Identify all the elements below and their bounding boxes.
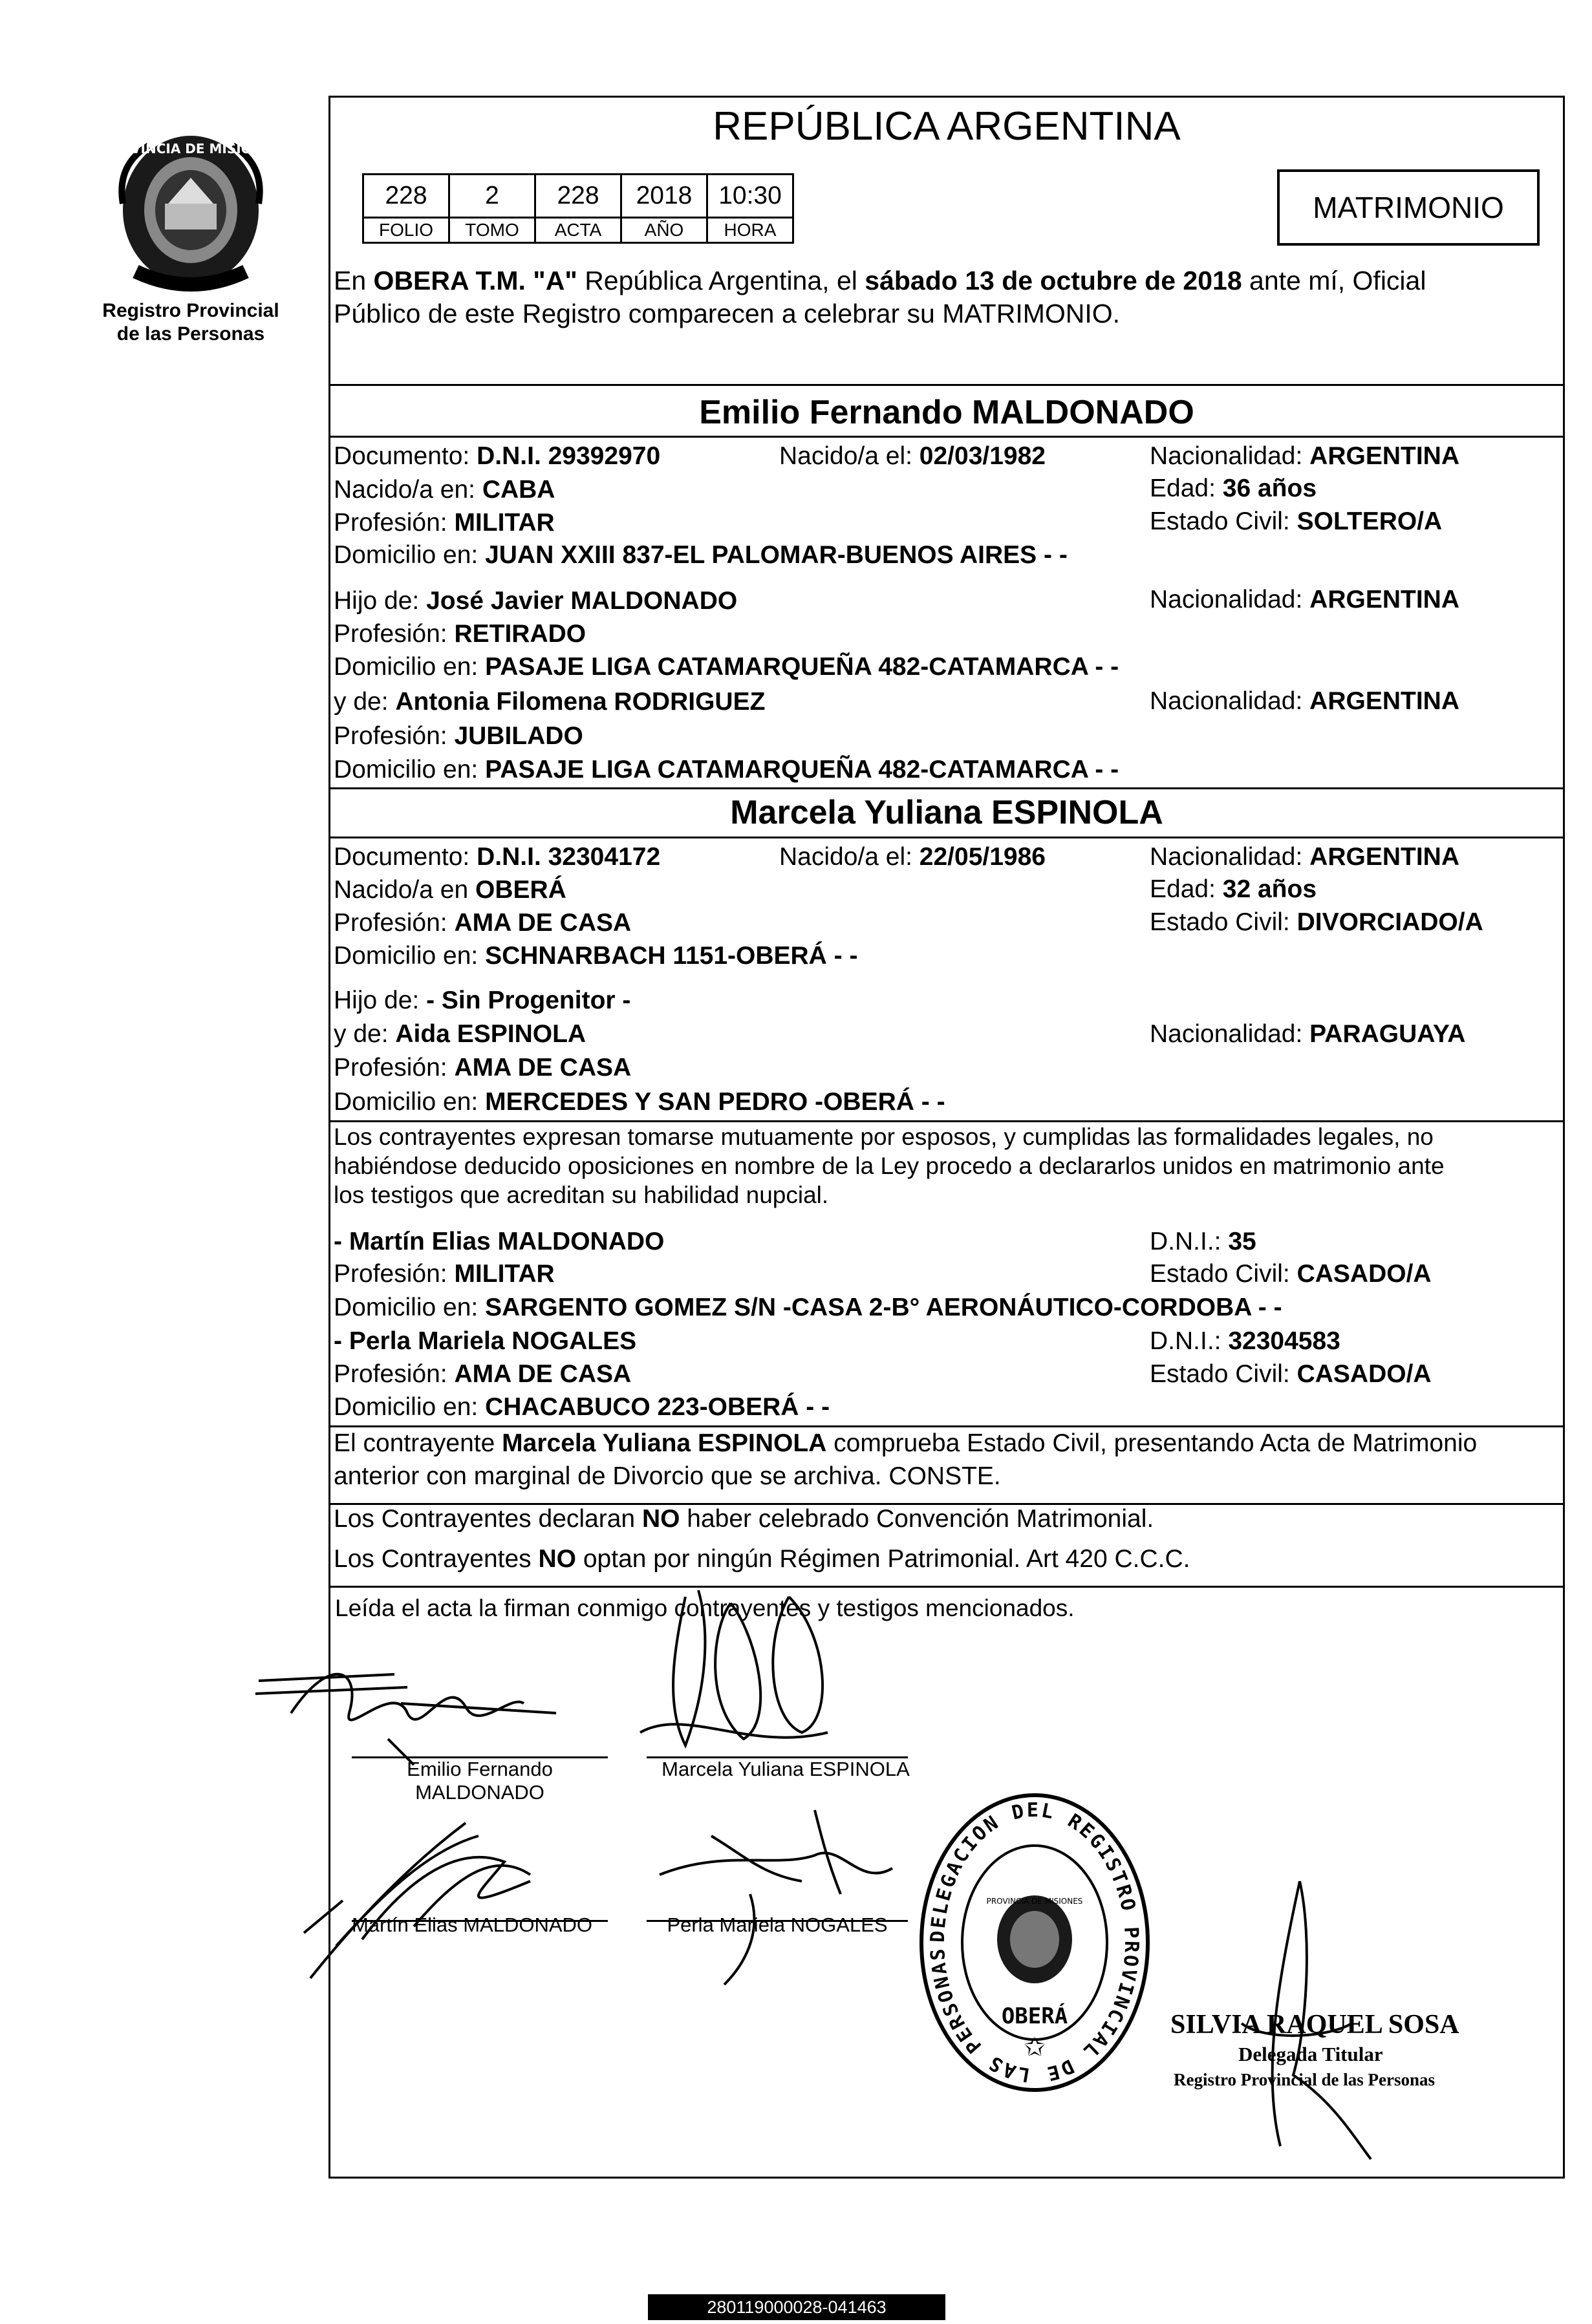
value: CHACABUCO 223-OBERÁ - - bbox=[485, 1393, 830, 1421]
value: AMA DE CASA bbox=[454, 1054, 632, 1082]
value: José Javier MALDONADO bbox=[426, 587, 738, 615]
spouse1-name: Emilio Fernando MALDONADO bbox=[699, 394, 1194, 431]
label: Domicilio en: bbox=[334, 942, 486, 970]
value: MERCEDES Y SAN PEDRO -OBERÁ - - bbox=[485, 1088, 945, 1116]
seal-text: PROVINCIA DE MISIONES bbox=[100, 141, 281, 156]
province-emblem bbox=[100, 126, 281, 294]
value: DIVORCIADO/A bbox=[1296, 908, 1483, 936]
value: 22/05/1986 bbox=[919, 843, 1046, 871]
spouse2-address bbox=[334, 941, 858, 971]
value: SARGENTO GOMEZ S/N -CASA 2-B° AERONÁUTICO-CORDOBA - - bbox=[485, 1294, 1282, 1321]
label: Profesión: bbox=[334, 509, 455, 537]
doc-type-label: MATRIMONIO bbox=[1313, 191, 1504, 224]
value: RETIRADO bbox=[454, 620, 586, 648]
stamp-icon bbox=[912, 1791, 1157, 2095]
value: AMA DE CASA bbox=[454, 1360, 632, 1388]
intro-text: República Argentina, el bbox=[577, 266, 865, 295]
convention-text: optan por ningún Régimen Patrimonial. Art 420 C.C.C. bbox=[576, 1545, 1190, 1573]
label: Estado Civil: bbox=[1150, 1360, 1297, 1388]
label: Hijo de: bbox=[334, 986, 427, 1014]
spouse1-mother bbox=[334, 687, 765, 717]
witness2-address bbox=[334, 1392, 830, 1422]
spouse2-documento bbox=[334, 842, 660, 872]
witness1-address bbox=[334, 1293, 1282, 1323]
spouse1-civil-status bbox=[1150, 507, 1442, 537]
country-title: REPÚBLICA ARGENTINA bbox=[713, 104, 1181, 149]
label: Edad: bbox=[1150, 474, 1223, 502]
convention-line-1 bbox=[334, 1504, 1154, 1534]
note-name: Marcela Yuliana ESPINOLA bbox=[502, 1429, 827, 1457]
label: Domicilio en: bbox=[334, 1294, 486, 1321]
value: AMA DE CASA bbox=[454, 909, 632, 937]
sig1-caption-1: Emilio Fernando bbox=[407, 1758, 553, 1780]
stamp-ring-text: DELEGACION DEL REGISTRO PROVINCIAL DE LAS PERSONAS bbox=[926, 1798, 1143, 2087]
spouse1-father-profession bbox=[334, 619, 586, 649]
label: Profesión: bbox=[334, 722, 455, 750]
sig2-caption: Marcela Yuliana ESPINOLA bbox=[662, 1758, 910, 1780]
spouse1-age bbox=[1150, 474, 1317, 504]
value: 36 años bbox=[1222, 474, 1317, 502]
value: - Sin Progenitor - bbox=[426, 986, 631, 1014]
province-seal-icon bbox=[100, 126, 281, 294]
value: 35 bbox=[1228, 1228, 1256, 1255]
signature-martin bbox=[285, 1784, 595, 1991]
spouse2-age bbox=[1150, 875, 1317, 904]
spouse1-mother-nationality bbox=[1150, 687, 1459, 716]
label: Domicilio en: bbox=[334, 1088, 486, 1116]
footer-barcode-label bbox=[648, 2294, 945, 2320]
spouse2-father bbox=[334, 986, 630, 1016]
tomo-label: TOMO bbox=[449, 218, 535, 243]
label: Domicilio en: bbox=[334, 653, 486, 681]
divider bbox=[328, 787, 1565, 789]
witness2-dni bbox=[1150, 1327, 1340, 1356]
official-name: SILVIA RAQUEL SOSA bbox=[1170, 2010, 1459, 2040]
spouse1-profession bbox=[334, 508, 555, 538]
sig1-caption-2: MALDONADO bbox=[415, 1781, 544, 1804]
label: Nacido/a el: bbox=[779, 442, 920, 470]
spouse2-civil-status bbox=[1150, 908, 1483, 937]
spouse1-mother-profession bbox=[334, 721, 583, 751]
spouse2-birthdate bbox=[779, 842, 1046, 872]
acta-label: ACTA bbox=[535, 218, 621, 243]
signatures-intro: Leída el acta la firman conmigo contrayentes y testigos mencionados. bbox=[335, 1595, 1075, 1621]
spouse2-birthplace bbox=[334, 875, 566, 905]
spouse1-father-nationality bbox=[1150, 585, 1459, 615]
value: CASADO/A bbox=[1296, 1360, 1432, 1388]
value: Aida ESPINOLA bbox=[395, 1020, 586, 1048]
value: MILITAR bbox=[454, 509, 555, 537]
signature-perla bbox=[647, 1784, 918, 1991]
divider bbox=[328, 1120, 1565, 1122]
emblem-caption-2: de las Personas bbox=[116, 323, 265, 345]
witness1-profession bbox=[334, 1259, 555, 1289]
label: Profesión: bbox=[334, 1260, 455, 1288]
spouse1-documento bbox=[334, 442, 660, 471]
intro-line-1 bbox=[334, 266, 1426, 295]
value: ARGENTINA bbox=[1309, 442, 1460, 470]
label: Nacionalidad: bbox=[1150, 843, 1310, 871]
spouse2-mother-profession bbox=[334, 1053, 631, 1083]
declaration-line-3: los testigos que acreditan su habilidad nupcial. bbox=[334, 1182, 829, 1208]
label: Domicilio en: bbox=[334, 1393, 486, 1421]
value: Antonia Filomena RODRIGUEZ bbox=[395, 688, 766, 716]
hour-label: HORA bbox=[707, 218, 793, 243]
intro-text: ante mí, Oficial bbox=[1242, 266, 1426, 295]
tomo-value: 2 bbox=[449, 175, 535, 218]
intro-text: En bbox=[334, 266, 374, 295]
convention-no: NO bbox=[538, 1545, 577, 1573]
divider bbox=[328, 1586, 1565, 1588]
witness2-name: - Perla Mariela NOGALES bbox=[334, 1327, 637, 1355]
sig3-caption: Martín Elias MALDONADO bbox=[351, 1914, 593, 1936]
divider bbox=[328, 837, 1565, 838]
value: OBERÁ bbox=[475, 876, 566, 904]
label: Nacido/a el: bbox=[779, 843, 920, 871]
label: Nacionalidad: bbox=[1150, 586, 1310, 613]
label: Estado Civil: bbox=[1150, 1260, 1297, 1288]
spouse2-mother-nationality bbox=[1150, 1019, 1465, 1049]
spouse1-father bbox=[334, 586, 737, 616]
spouse1-nationality bbox=[1150, 442, 1459, 471]
label: y de: bbox=[334, 688, 396, 716]
spouse1-birthplace bbox=[334, 475, 555, 505]
value: ARGENTINA bbox=[1309, 586, 1460, 613]
label: Documento: bbox=[334, 442, 477, 470]
value: PASAJE LIGA CATAMARQUEÑA 482-CATAMARCA - - bbox=[485, 756, 1119, 784]
value: 02/03/1982 bbox=[919, 442, 1046, 470]
label: Nacionalidad: bbox=[1150, 1020, 1310, 1048]
value: CABA bbox=[482, 476, 555, 504]
folio-value: 228 bbox=[363, 175, 449, 218]
spouse2-mother bbox=[334, 1019, 586, 1049]
value: PARAGUAYA bbox=[1309, 1020, 1466, 1048]
convention-text: haber celebrado Convención Matrimonial. bbox=[680, 1505, 1154, 1533]
value: JUBILADO bbox=[454, 722, 583, 750]
witness1-dni bbox=[1150, 1227, 1256, 1257]
acta-value: 228 bbox=[535, 175, 621, 218]
convention-text: Los Contrayentes bbox=[334, 1545, 539, 1573]
label: Nacido/a en bbox=[334, 876, 475, 904]
witness1-name: - Martín Elias MALDONADO bbox=[334, 1228, 665, 1255]
value: ARGENTINA bbox=[1309, 843, 1460, 871]
note-text: El contrayente bbox=[334, 1429, 502, 1457]
official-org: Registro Provincial de las Personas bbox=[1174, 2070, 1435, 2089]
label: D.N.I.: bbox=[1150, 1327, 1229, 1355]
spouse1-address bbox=[334, 540, 1068, 570]
convention-line-2 bbox=[334, 1544, 1190, 1574]
note-line-1 bbox=[334, 1429, 1477, 1458]
value: D.N.I. 29392970 bbox=[477, 442, 661, 470]
convention-text: Los Contrayentes declaran bbox=[334, 1505, 642, 1533]
spouse1-birthdate bbox=[779, 442, 1046, 471]
label: D.N.I.: bbox=[1150, 1228, 1229, 1255]
stamp-city: OBERÁ bbox=[1001, 2003, 1068, 2029]
divider bbox=[328, 384, 1565, 386]
stamp-inner-seal-text: PROVINCIA DE MISIONES bbox=[986, 1897, 1083, 1906]
sig4-caption: Perla Mariela NOGALES bbox=[667, 1914, 888, 1936]
label: Documento: bbox=[334, 843, 477, 871]
spouse2-nationality bbox=[1150, 842, 1459, 872]
note-line-2: anterior con marginal de Divorcio que se archiva. CONSTE. bbox=[334, 1462, 1001, 1490]
witness2-profession bbox=[334, 1359, 631, 1389]
value: SCHNARBACH 1151-OBERÁ - - bbox=[485, 942, 858, 970]
spouse1-mother-address bbox=[334, 755, 1119, 785]
footer-code: 280119000028-041463 bbox=[707, 2297, 887, 2317]
spouse2-name: Marcela Yuliana ESPINOLA bbox=[730, 794, 1163, 831]
label: Nacionalidad: bbox=[1150, 687, 1310, 715]
hour-value: 10:30 bbox=[707, 175, 793, 218]
doc-type-box bbox=[1277, 169, 1540, 246]
intro-date: sábado 13 de octubre de 2018 bbox=[865, 266, 1242, 295]
witness1-civil-status bbox=[1150, 1259, 1432, 1289]
value: CASADO/A bbox=[1296, 1260, 1432, 1288]
label: y de: bbox=[334, 1020, 396, 1048]
value: 32 años bbox=[1222, 875, 1317, 903]
intro-place: OBERA T.M. "A" bbox=[373, 266, 577, 295]
label: Profesión: bbox=[334, 909, 455, 937]
signature-marcela bbox=[634, 1577, 905, 1771]
convention-no: NO bbox=[641, 1505, 680, 1533]
year-value: 2018 bbox=[621, 175, 707, 218]
label: Domicilio en: bbox=[334, 541, 486, 569]
spouse1-father-address bbox=[334, 652, 1119, 682]
official-stamp bbox=[912, 1791, 1157, 2095]
value: 32304583 bbox=[1228, 1327, 1340, 1355]
emblem-caption-1: Registro Provincial bbox=[102, 300, 279, 321]
declaration-line-2: habiéndose deducido oposiciones en nombre de la Ley procedo a declararlos unidos en matrimonio ante bbox=[334, 1153, 1445, 1179]
value: ARGENTINA bbox=[1309, 687, 1460, 715]
label: Domicilio en: bbox=[334, 756, 486, 784]
value: JUAN XXIII 837-EL PALOMAR-BUENOS AIRES - - bbox=[485, 541, 1068, 569]
witness2-civil-status bbox=[1150, 1359, 1432, 1389]
spouse2-profession bbox=[334, 908, 631, 938]
intro-line-2: Público de este Registro comparecen a celebrar su MATRIMONIO. bbox=[334, 299, 1121, 328]
official-title: Delegada Titular bbox=[1238, 2043, 1383, 2065]
label: Edad: bbox=[1150, 875, 1223, 903]
year-label: AÑO bbox=[621, 218, 707, 243]
label: Estado Civil: bbox=[1150, 507, 1297, 535]
value: D.N.I. 32304172 bbox=[477, 843, 661, 871]
label: Nacionalidad: bbox=[1150, 442, 1310, 470]
label: Profesión: bbox=[334, 1360, 455, 1388]
star-icon: ✩ bbox=[1024, 2032, 1046, 2062]
registry-reference-table bbox=[362, 173, 794, 244]
divider bbox=[328, 436, 1565, 438]
label: Profesión: bbox=[334, 620, 455, 648]
label: Profesión: bbox=[334, 1054, 455, 1082]
declaration-line-1: Los contrayentes expresan tomarse mutuamente por esposos, y cumplidas las formalidades legales, no bbox=[334, 1124, 1434, 1150]
label: Nacido/a en: bbox=[334, 476, 482, 504]
value: SOLTERO/A bbox=[1296, 507, 1443, 535]
signature-emilio bbox=[252, 1642, 575, 1791]
divider bbox=[328, 1425, 1565, 1427]
note-text: comprueba Estado Civil, presentando Acta de Matrimonio bbox=[826, 1429, 1478, 1457]
value: PASAJE LIGA CATAMARQUEÑA 482-CATAMARCA - - bbox=[485, 653, 1119, 681]
label: Hijo de: bbox=[334, 587, 427, 615]
value: MILITAR bbox=[454, 1260, 555, 1288]
label: Estado Civil: bbox=[1150, 908, 1297, 936]
folio-label: FOLIO bbox=[363, 218, 449, 243]
spouse2-mother-address bbox=[334, 1087, 945, 1117]
